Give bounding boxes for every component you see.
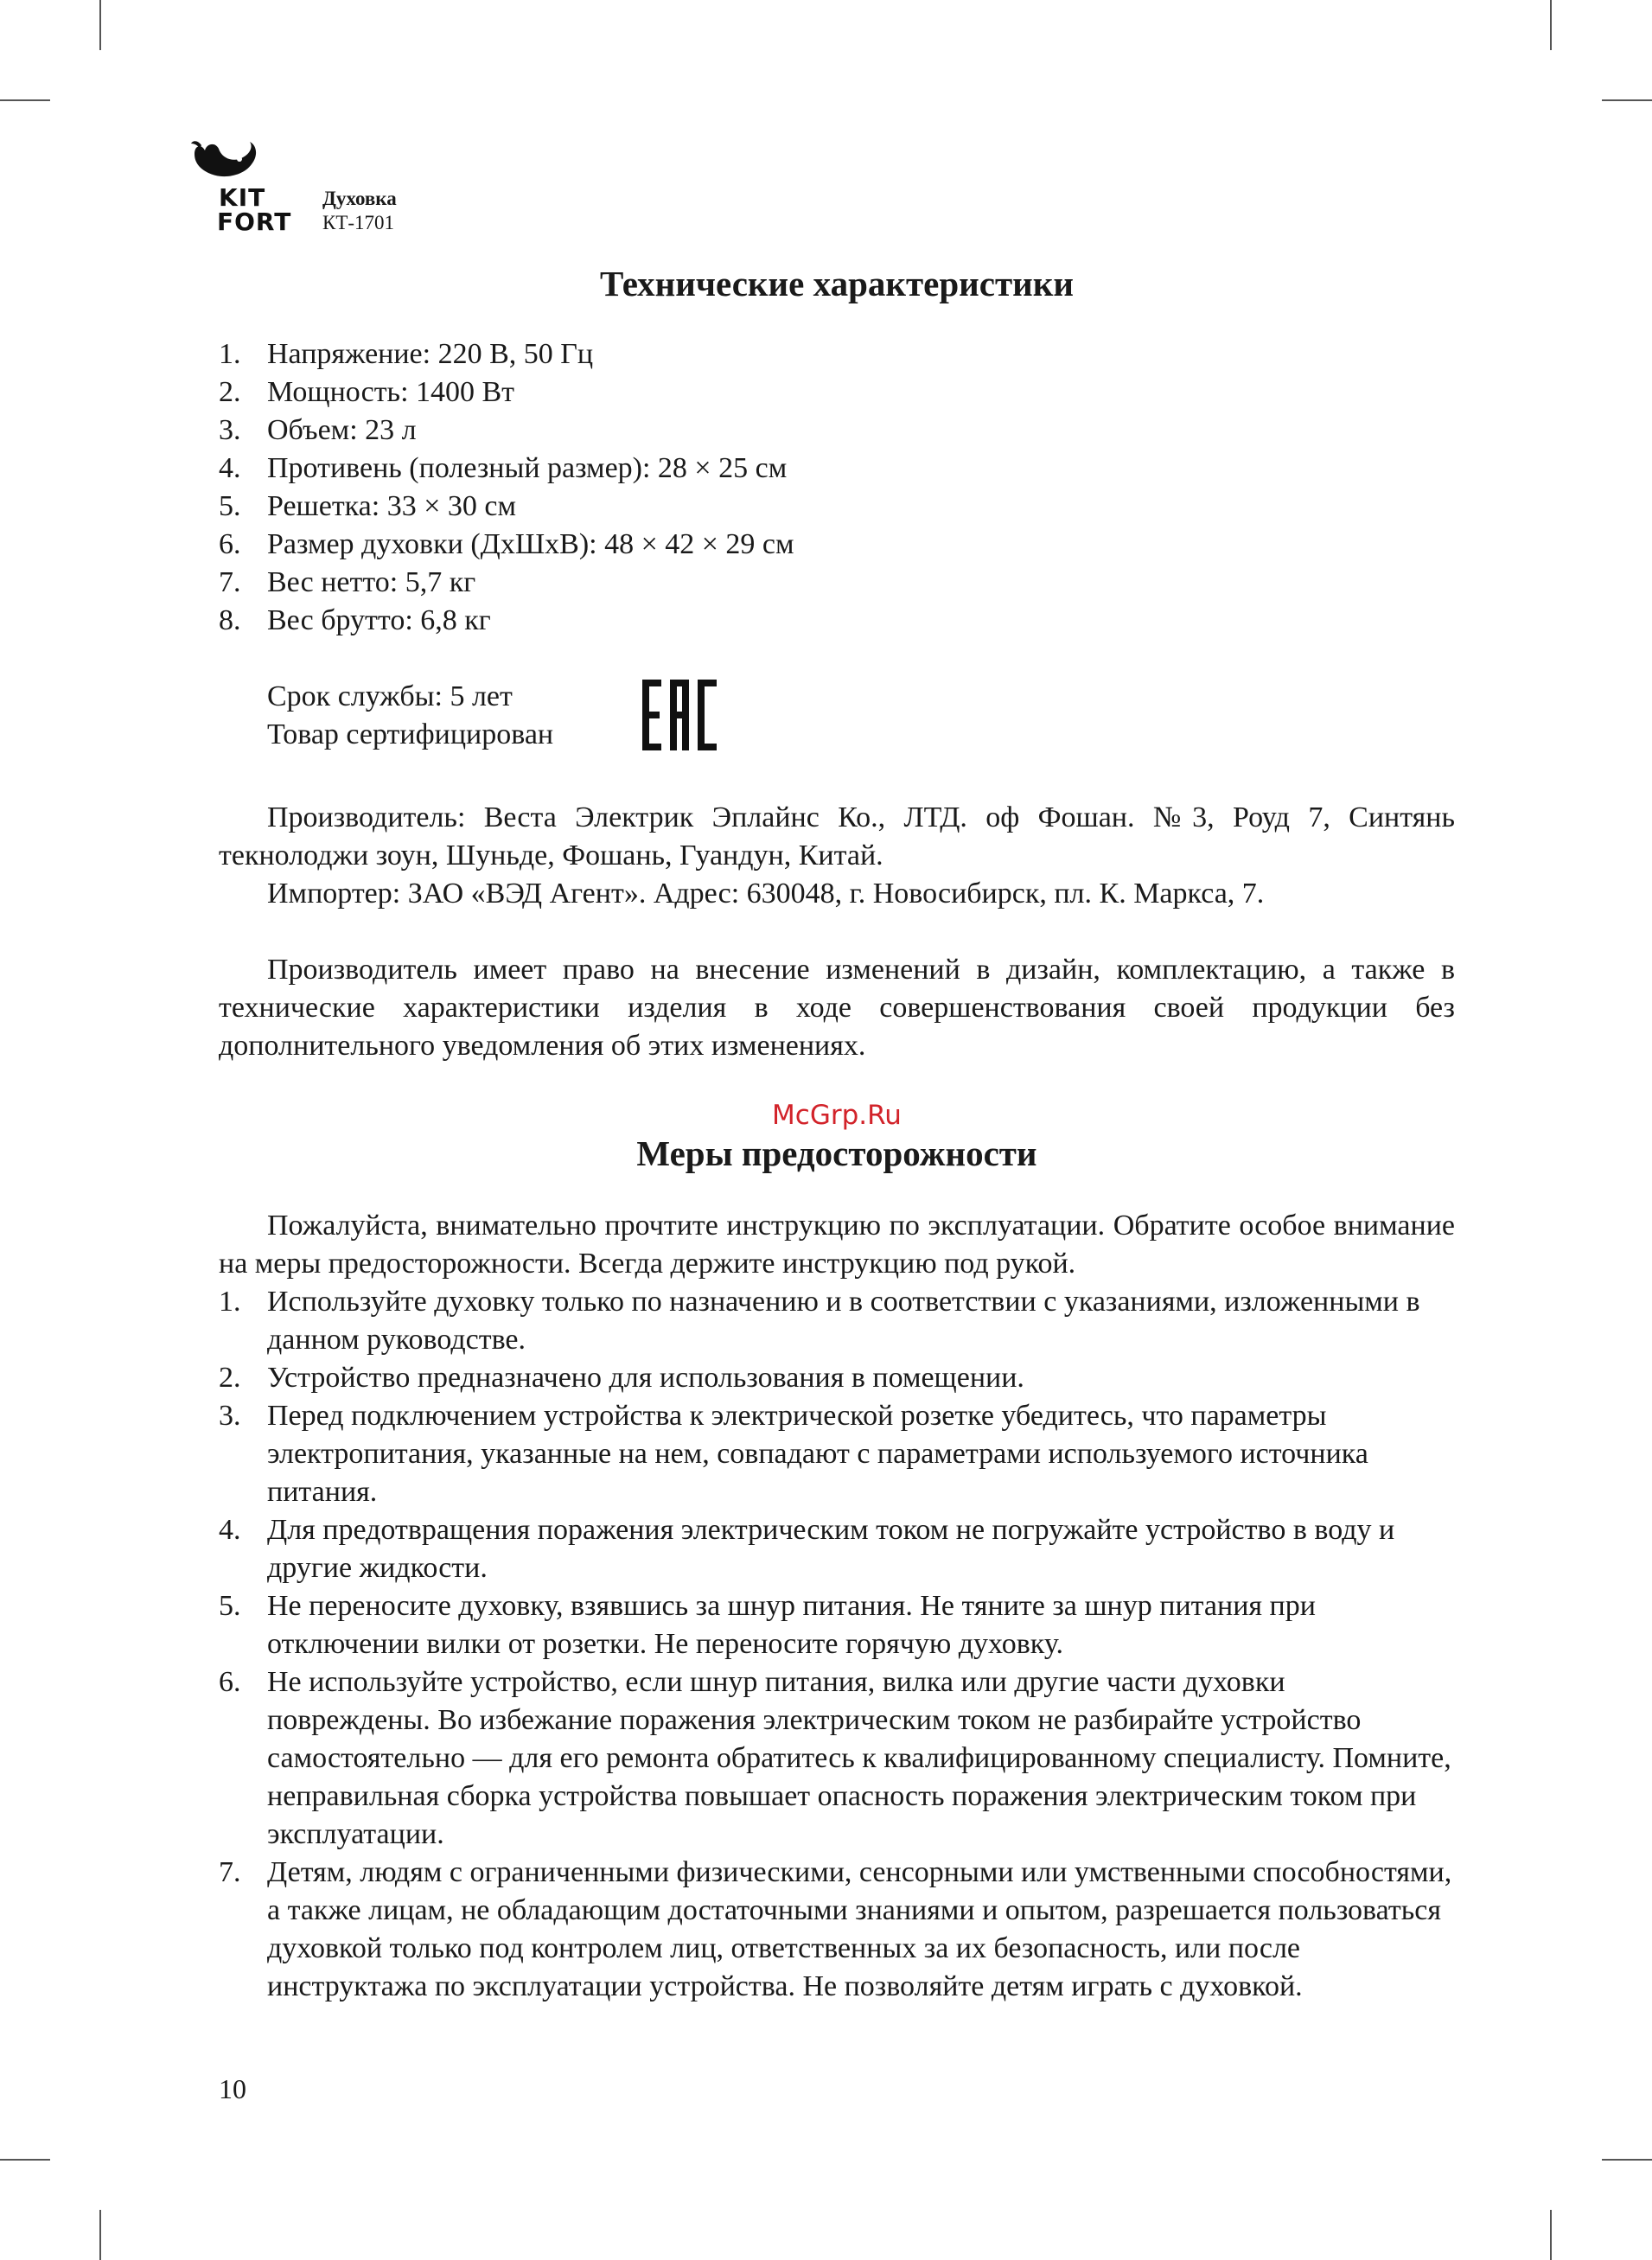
crop-mark bbox=[1550, 2210, 1552, 2260]
crop-mark bbox=[99, 0, 101, 50]
list-item-text: Противень (полезный размер): 28 × 25 см bbox=[267, 452, 788, 484]
brand-fort: FORT bbox=[217, 207, 292, 236]
list-item-text: Объем: 23 л bbox=[267, 414, 417, 446]
spec-item bbox=[219, 526, 1455, 564]
product-name: Духовка bbox=[322, 188, 397, 209]
list-item-number: 1. bbox=[219, 1286, 241, 1318]
list-item-number: 5. bbox=[219, 1590, 241, 1622]
spec-item bbox=[219, 564, 1455, 602]
brand-kit: KIT bbox=[219, 183, 266, 212]
certification-block bbox=[219, 678, 1455, 764]
list-item-number: 6. bbox=[219, 1666, 241, 1698]
precaution-item bbox=[219, 1359, 1455, 1397]
list-item-text: Не переносите духовку, взявшись за шнур питания. Не тяните за шнур питания при отключении вилки от розетки. Не переносите горячую духовку. bbox=[267, 1590, 1316, 1660]
list-item-text: Размер духовки (ДхШхВ): 48 × 42 × 29 см bbox=[267, 528, 794, 560]
watermark: McGrp.Ru bbox=[772, 1100, 902, 1131]
crop-mark bbox=[1602, 2159, 1652, 2161]
list-item-text: Устройство предназначено для использования в помещении. bbox=[267, 1362, 1024, 1394]
list-item-number: 6. bbox=[219, 528, 241, 560]
spec-item bbox=[219, 335, 1455, 373]
list-item-text: Детям, людям с ограниченными физическими, сенсорными или умственными способностями, а также лицам, не обладающим достаточными знаниями и опытом, разрешается пользоваться духовкой только под контролем лиц, ответственных за их безопасность, или после инструктажа по эксплуатации устройства. Не позволяйте детям играть с духовкой. bbox=[267, 1856, 1452, 2002]
list-item-number: 7. bbox=[219, 566, 241, 598]
list-item-text: Мощность: 1400 Вт bbox=[267, 376, 515, 408]
list-item-number: 4. bbox=[219, 1514, 241, 1546]
list-item-text: Перед подключением устройства к электрической розетке убедитесь, что параметры электропитания, указанные на нем, совпадают с параметрами используемого источника питания. bbox=[267, 1400, 1368, 1508]
disclaimer-paragraph: Производитель имеет право на внесение изменений в дизайн, комплектацию, а также в технические характеристики изделия в ходе совершенствования своей продукции без дополнительного уведомления об этих изменениях. bbox=[219, 954, 1455, 1062]
precautions-list bbox=[219, 1283, 1455, 2006]
list-item-number: 2. bbox=[219, 1362, 241, 1394]
precaution-item bbox=[219, 1511, 1455, 1587]
kitfort-logo bbox=[186, 138, 298, 242]
crop-mark bbox=[1602, 99, 1652, 101]
list-item-text: Не используйте устройство, если шнур питания, вилка или другие части духовки повреждены. Во избежание поражения электрическим током не разбирайте устройство самостоятельно — для его ремонта обратитесь к квалифицированному специалисту. Помните, неправильная сборка устройства повышает опасность поражения электрическим током при эксплуатации. bbox=[267, 1666, 1451, 1850]
list-item-number: 5. bbox=[219, 490, 241, 522]
eac-mark-icon bbox=[642, 680, 717, 750]
whale-icon bbox=[189, 138, 258, 187]
list-item-text: Напряжение: 220 В, 50 Гц bbox=[267, 338, 594, 370]
crop-mark bbox=[0, 2159, 50, 2161]
list-item-number: 8. bbox=[219, 604, 241, 636]
list-item-number: 3. bbox=[219, 1400, 241, 1432]
list-item-text: Для предотвращения поражения электрическим током не погружайте устройство в воду и другие жидкости. bbox=[267, 1514, 1395, 1584]
specs-title: Технические характеристики bbox=[600, 264, 1074, 303]
list-item-number: 7. bbox=[219, 1856, 241, 1888]
list-item-number: 1. bbox=[219, 338, 241, 370]
list-item-text: Вес брутто: 6,8 кг bbox=[267, 604, 491, 636]
spec-item bbox=[219, 488, 1455, 526]
precaution-item bbox=[219, 1283, 1455, 1359]
service-life: Срок службы: 5 лет bbox=[267, 680, 513, 712]
spec-item bbox=[219, 373, 1455, 412]
precaution-item bbox=[219, 1663, 1455, 1854]
precautions-title: Меры предосторожности bbox=[636, 1133, 1037, 1173]
list-item-number: 3. bbox=[219, 414, 241, 446]
precautions-intro: Пожалуйста, внимательно прочтите инструкцию по эксплуатации. Обратите особое внимание на меры предосторожности. Всегда держите инструкцию под рукой. bbox=[219, 1210, 1455, 1280]
precaution-item bbox=[219, 1587, 1455, 1663]
list-item-text: Используйте духовку только по назначению и в соответствии с указаниями, изложенными в данном руководстве. bbox=[267, 1286, 1420, 1356]
precaution-item bbox=[219, 1854, 1455, 2006]
list-item-number: 4. bbox=[219, 452, 241, 484]
spec-item bbox=[219, 450, 1455, 488]
page-content bbox=[219, 259, 1455, 2006]
crop-mark bbox=[0, 99, 50, 101]
crop-mark bbox=[99, 2210, 101, 2260]
importer-info: Импортер: ЗАО «ВЭД Агент». Адрес: 630048, г. Новосибирск, пл. К. Маркса, 7. bbox=[267, 878, 1265, 910]
manufacturer-info: Производитель: Веста Электрик Эплайнс Ко., ЛТД. оф Фошан. №3, Роуд 7, Синтянь текнолоджи зоун, Шуньде, Фошань, Гуандун, Китай. bbox=[219, 801, 1455, 871]
list-item-number: 2. bbox=[219, 376, 241, 408]
list-item-text: Вес нетто: 5,7 кг bbox=[267, 566, 476, 598]
spec-item bbox=[219, 412, 1455, 450]
precaution-item bbox=[219, 1397, 1455, 1511]
certified-text: Товар сертифицирован bbox=[267, 718, 554, 750]
page-number: 10 bbox=[219, 2073, 246, 2104]
specs-list bbox=[219, 335, 1455, 640]
spec-item bbox=[219, 602, 1455, 640]
crop-mark bbox=[1550, 0, 1552, 50]
product-model: КТ-1701 bbox=[322, 212, 395, 233]
list-item-text: Решетка: 33 × 30 см bbox=[267, 490, 517, 522]
